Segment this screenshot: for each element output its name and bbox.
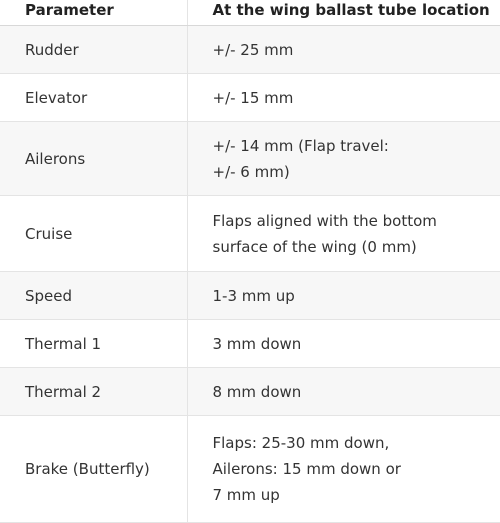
value-line: surface of the wing (0 mm) bbox=[213, 234, 500, 260]
row-value bbox=[187, 416, 500, 523]
row-value bbox=[187, 74, 500, 122]
table-row bbox=[0, 122, 500, 196]
value-line: Flaps: 25-30 mm down, bbox=[213, 430, 500, 456]
table-row bbox=[0, 416, 500, 523]
header-location: At the wing ballast tube location bbox=[187, 0, 500, 26]
header-parameter: Parameter bbox=[0, 0, 187, 26]
row-value bbox=[187, 272, 500, 320]
value-line: 7 mm up bbox=[213, 482, 500, 508]
row-parameter: Elevator bbox=[0, 74, 187, 122]
row-value bbox=[187, 26, 500, 74]
value-line: 1-3 mm up bbox=[213, 283, 500, 309]
row-value bbox=[187, 196, 500, 272]
value-line: +/- 14 mm (Flap travel: bbox=[213, 133, 500, 159]
value-line: 8 mm down bbox=[213, 379, 500, 405]
row-parameter: Rudder bbox=[0, 26, 187, 74]
row-parameter: Cruise bbox=[0, 196, 187, 272]
table-row bbox=[0, 320, 500, 368]
table-row bbox=[0, 196, 500, 272]
table-row bbox=[0, 26, 500, 74]
table-header bbox=[0, 0, 500, 26]
value-line: 3 mm down bbox=[213, 331, 500, 357]
row-parameter: Thermal 1 bbox=[0, 320, 187, 368]
table-row bbox=[0, 368, 500, 416]
value-line: Ailerons: 15 mm down or bbox=[213, 456, 500, 482]
value-line: +/- 15 mm bbox=[213, 85, 500, 111]
value-line: Flaps aligned with the bottom bbox=[213, 208, 500, 234]
value-line: +/- 6 mm) bbox=[213, 159, 500, 185]
row-parameter: Brake (Butterfly) bbox=[0, 416, 187, 523]
row-value bbox=[187, 122, 500, 196]
header-row bbox=[0, 0, 500, 26]
value-line: +/- 25 mm bbox=[213, 37, 500, 63]
row-value bbox=[187, 320, 500, 368]
row-parameter: Thermal 2 bbox=[0, 368, 187, 416]
row-value bbox=[187, 368, 500, 416]
row-parameter: Speed bbox=[0, 272, 187, 320]
table-row bbox=[0, 74, 500, 122]
row-parameter: Ailerons bbox=[0, 122, 187, 196]
table-row bbox=[0, 272, 500, 320]
table-body bbox=[0, 26, 500, 523]
